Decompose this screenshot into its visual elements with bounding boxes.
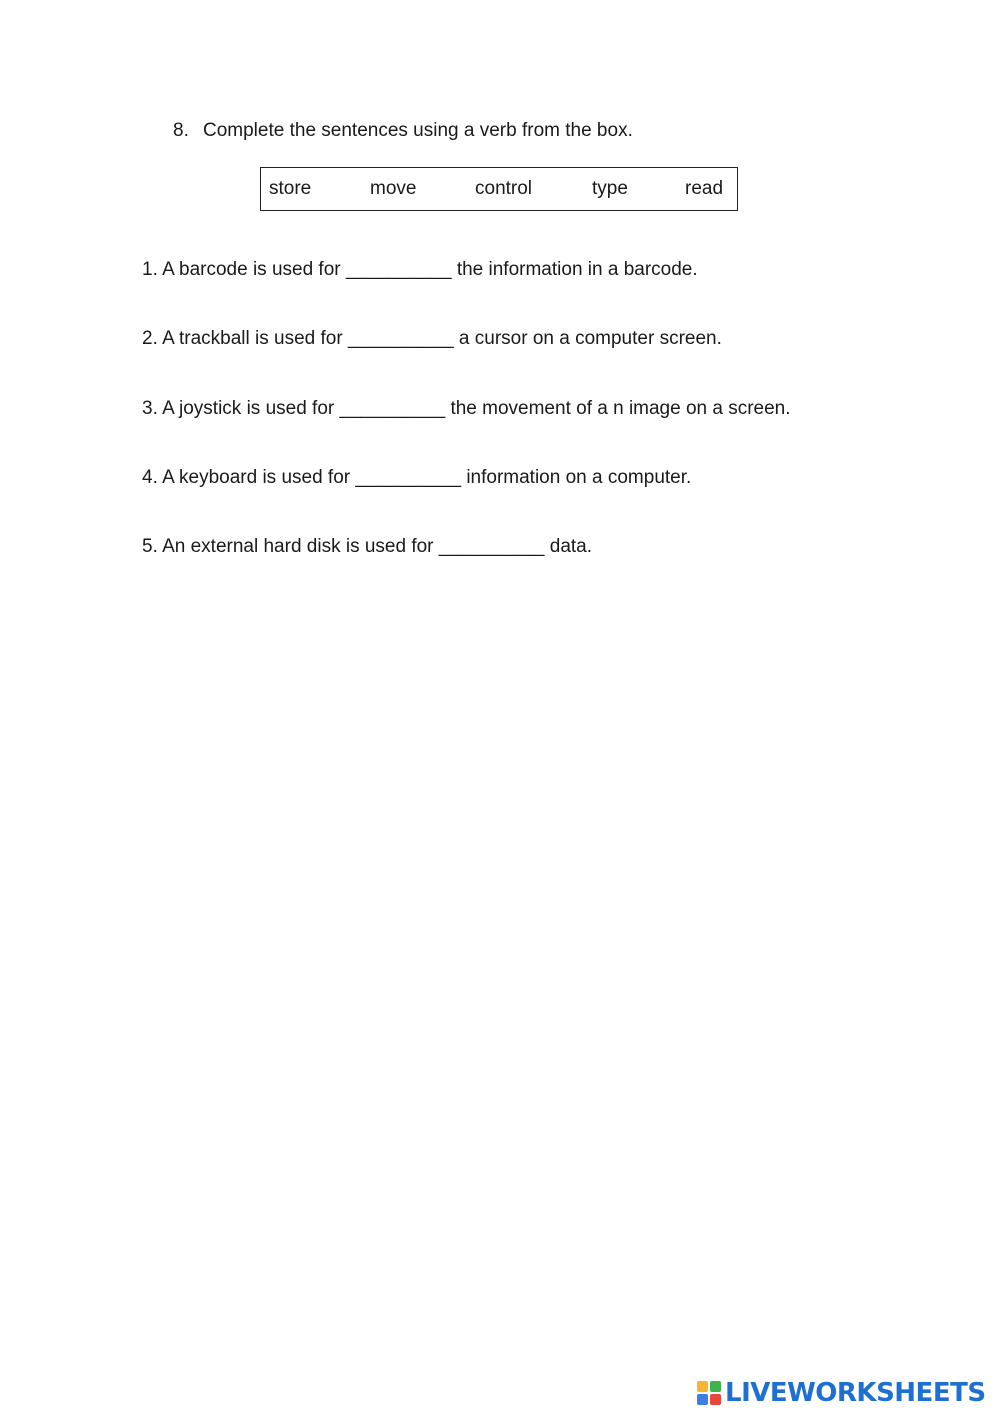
instruction-text: Complete the sentences using a verb from the box.	[203, 120, 633, 141]
exercise-number: 8.	[173, 120, 189, 141]
word-box-item: store	[269, 178, 312, 199]
sentence-text-after: data.	[549, 536, 593, 557]
sentence-number: 4.	[142, 467, 158, 488]
sentence-text-before: A trackball is used for	[162, 328, 343, 349]
logo-square	[697, 1394, 708, 1405]
sentence-1	[142, 258, 698, 282]
sentence-number: 5.	[142, 536, 158, 557]
liveworksheets-squares-icon	[697, 1381, 721, 1405]
sentence-number: 3.	[142, 398, 158, 419]
sentence-text-before: A barcode is used for	[162, 259, 341, 280]
sentence-4	[142, 466, 691, 490]
sentence-text-after: information on a computer.	[466, 467, 692, 488]
sentence-2	[142, 327, 722, 351]
sentence-text-before: A keyboard is used for	[162, 467, 351, 488]
sentence-text-after: a cursor on a computer screen.	[458, 328, 722, 349]
word-box-item: read	[685, 178, 724, 199]
sentence-number: 1.	[142, 259, 158, 280]
logo-square	[710, 1394, 721, 1405]
sentence-5	[142, 535, 592, 559]
word-box-item: type	[592, 178, 628, 199]
exercise-instruction	[173, 119, 633, 143]
answer-blank[interactable]: __________	[438, 536, 545, 557]
sentence-number: 2.	[142, 328, 158, 349]
liveworksheets-logo[interactable]	[697, 1378, 986, 1408]
answer-blank[interactable]: __________	[345, 259, 452, 280]
sentence-text-after: the information in a barcode.	[456, 259, 698, 280]
word-box-item: move	[370, 178, 417, 199]
sentence-text-before: A joystick is used for	[162, 398, 335, 419]
answer-blank[interactable]: __________	[339, 398, 446, 419]
sentence-text-before: An external hard disk is used for	[162, 536, 434, 557]
logo-square	[710, 1381, 721, 1392]
word-box	[260, 167, 738, 211]
sentence-text-after: the movement of a n image on a screen.	[450, 398, 791, 419]
word-box-item: control	[475, 178, 533, 199]
sentence-3	[142, 397, 791, 421]
logo-text: LIVEWORKSHEETS	[725, 1378, 986, 1408]
answer-blank[interactable]: __________	[355, 467, 462, 488]
logo-square	[697, 1381, 708, 1392]
answer-blank[interactable]: __________	[347, 328, 454, 349]
